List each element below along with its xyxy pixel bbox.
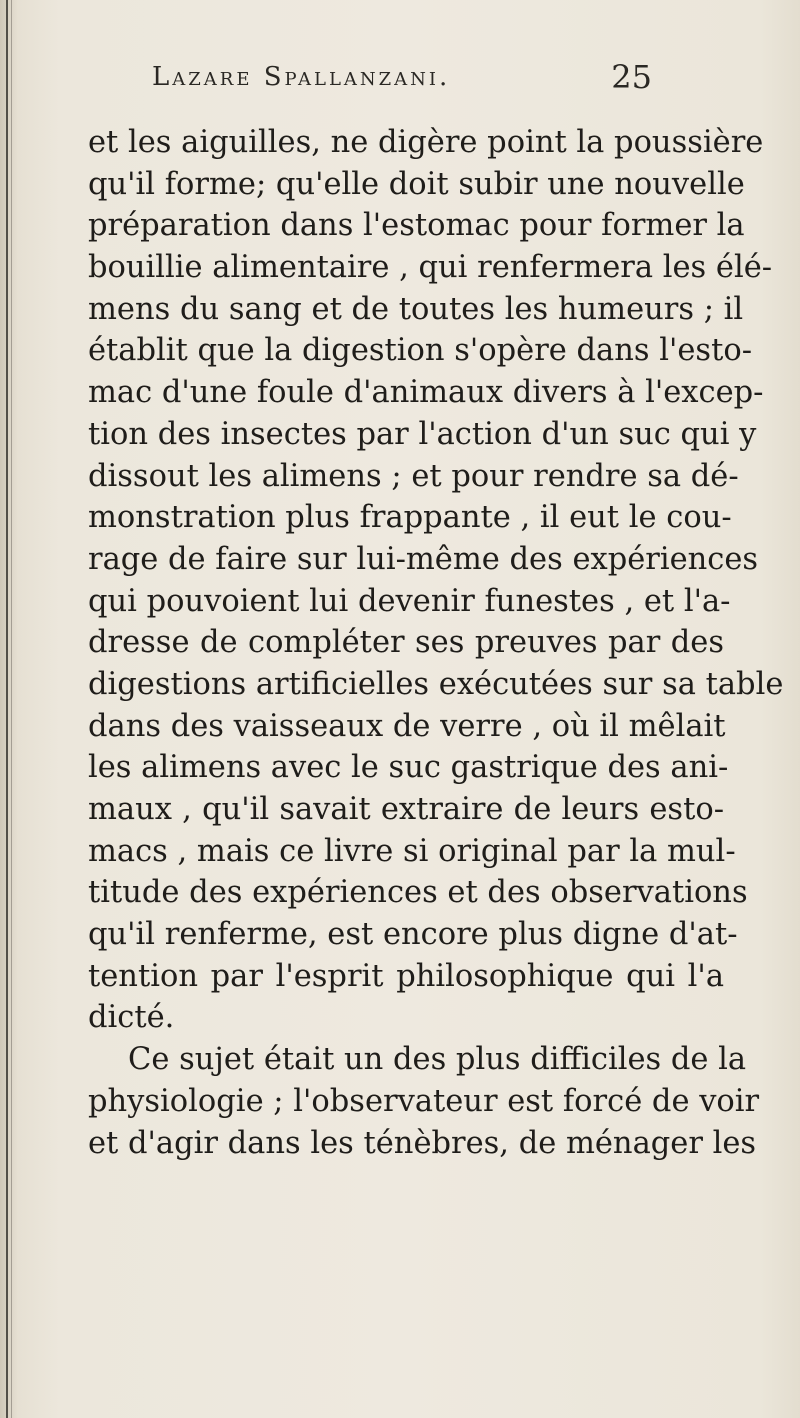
- text-line: physiologie ; l'observateur est forcé de voir: [88, 1083, 760, 1119]
- text-line: établit que la digestion s'opère dans l'esto-: [88, 333, 753, 369]
- text-line: mens du sang et de toutes les humeurs ; il: [88, 291, 744, 327]
- text-line: digestions artificielles exécutées sur sa table: [88, 666, 784, 702]
- text-line: dans des vaisseaux de verre , où il mêlait: [88, 708, 726, 744]
- text-line: dissout les alimens ; et pour rendre sa dé-: [88, 458, 739, 494]
- text-line: et d'agir dans les ténèbres, de ménager les: [88, 1125, 757, 1161]
- text-line: tion des insectes par l'action d'un suc qui y: [88, 416, 757, 452]
- text-line: tention par l'esprit philosophique qui l'a: [88, 958, 724, 994]
- text-line: rage de faire sur lui-même des expériences: [88, 541, 759, 577]
- text-line: macs , mais ce livre si original par la mul-: [88, 833, 736, 869]
- text-line: préparation dans l'estomac pour former la: [88, 208, 745, 244]
- running-head-title: Lazare Spallanzani.: [152, 62, 451, 92]
- text-line: les alimens avec le suc gastrique des ani-: [88, 750, 729, 786]
- page-number: 25: [611, 58, 652, 96]
- text-line: dresse de compléter ses preuves par des: [88, 625, 724, 661]
- text-line: monstration plus frappante , il eut le cou-: [88, 500, 732, 536]
- text-line: dicté.: [88, 1000, 175, 1036]
- text-line: qu'il renferme, est encore plus digne d'at-: [88, 917, 738, 953]
- text-line: bouillie alimentaire , qui renfermera les élé-: [88, 250, 773, 286]
- binding-edge: [6, 0, 8, 1418]
- text-line: maux , qu'il savait extraire de leurs esto-: [88, 792, 724, 827]
- text-line: qu'il forme; qu'elle doit subir une nouvelle: [88, 166, 745, 202]
- text-line: et les aiguilles, ne digère point la poussière: [88, 125, 764, 160]
- running-head: [152, 58, 652, 102]
- text-line: mac d'une foule d'animaux divers à l'excep-: [88, 375, 764, 411]
- text-line: Ce sujet était un des plus difficiles de la: [128, 1042, 747, 1078]
- text-line: qui pouvoient lui devenir funestes , et l'a-: [88, 583, 731, 619]
- binding-edge-shadow: [11, 0, 12, 1418]
- text-line: titude des expériences et des observations: [88, 875, 748, 911]
- body-text: [88, 122, 784, 1164]
